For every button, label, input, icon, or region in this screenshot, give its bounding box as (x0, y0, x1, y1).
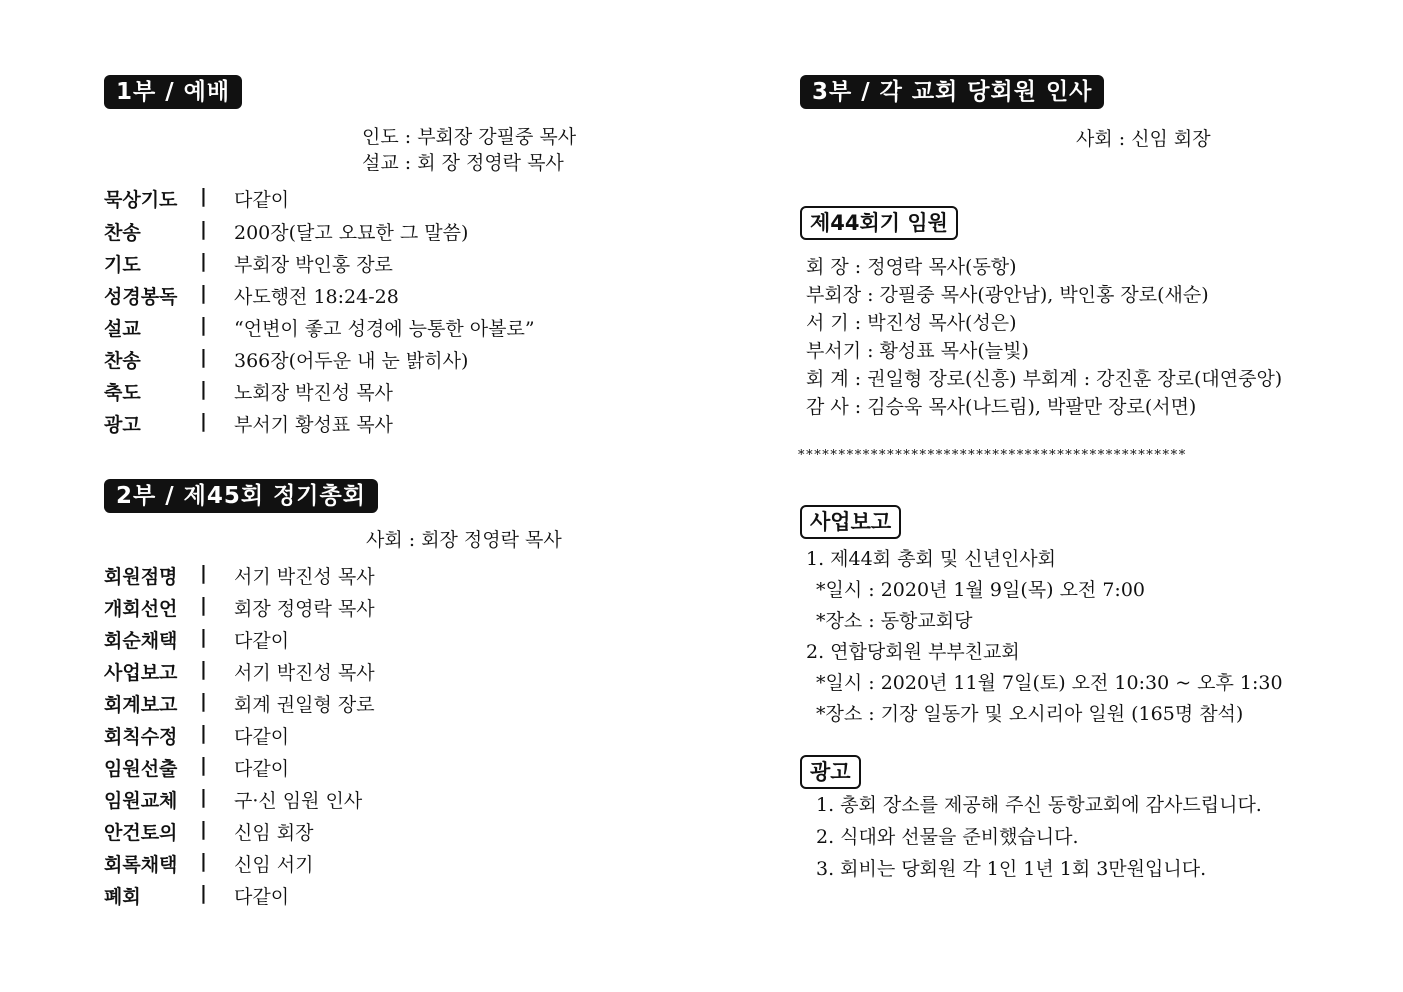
row-label: 찬송 (104, 350, 141, 372)
part1-sermon: 설교 : 회 장 정영락 목사 (362, 152, 564, 174)
row-separator: | (200, 786, 207, 808)
officer-line: 부회장 : 강필중 목사(광안남), 박인홍 장로(새순) (806, 284, 1209, 306)
row-label: 임원선출 (104, 758, 178, 780)
officer-line: 서 기 : 박진성 목사(성은) (806, 312, 1017, 334)
row-value: 200장(달고 오묘한 그 말씀) (234, 222, 469, 244)
part2-host: 사회 : 회장 정영락 목사 (366, 529, 562, 551)
row-label: 회원점명 (104, 566, 178, 588)
report-line: *장소 : 동항교회당 (816, 610, 973, 632)
row-value: 366장(어두운 내 눈 밝히사) (234, 350, 469, 372)
row-separator: | (200, 690, 207, 712)
row-separator: | (200, 282, 207, 304)
row-value: 다같이 (234, 630, 290, 652)
row-separator: | (200, 658, 207, 680)
row-label: 설교 (104, 318, 141, 340)
part3-title: 3부 / 각 교회 당회원 인사 (800, 75, 1104, 109)
row-separator: | (200, 594, 207, 616)
report-line: 2. 연합당회원 부부친교회 (806, 641, 1020, 663)
row-separator: | (200, 818, 207, 840)
divider: ************************************************ (798, 448, 1187, 463)
row-value: 회장 정영락 목사 (234, 598, 375, 620)
officers-title: 제44회기 임원 (800, 206, 958, 240)
row-label: 기도 (104, 254, 141, 276)
row-separator: | (200, 185, 207, 207)
officer-line: 감 사 : 김승욱 목사(나드림), 박팔만 장로(서면) (806, 396, 1197, 418)
report-line: *일시 : 2020년 1월 9일(목) 오전 7:00 (816, 579, 1145, 601)
row-separator: | (200, 850, 207, 872)
row-label: 폐회 (104, 886, 141, 908)
row-label: 묵상기도 (104, 189, 178, 211)
row-value: 부서기 황성표 목사 (234, 414, 393, 436)
row-separator: | (200, 250, 207, 272)
row-label: 찬송 (104, 222, 141, 244)
row-label: 임원교체 (104, 790, 178, 812)
row-label: 회록채택 (104, 854, 178, 876)
row-separator: | (200, 722, 207, 744)
notice-line: 1. 총회 장소를 제공해 주신 동항교회에 감사드립니다. (816, 794, 1262, 816)
row-value: 회계 권일형 장로 (234, 694, 375, 716)
officer-line: 회 계 : 권일형 장로(신흥) 부회계 : 강진훈 장로(대연중앙) (806, 368, 1283, 390)
row-value: “언변이 좋고 성경에 능통한 아볼로” (234, 318, 535, 340)
row-label: 회계보고 (104, 694, 178, 716)
row-label: 개회선언 (104, 598, 178, 620)
row-label: 회순채택 (104, 630, 178, 652)
row-value: 다같이 (234, 189, 290, 211)
report-line: 1. 제44회 총회 및 신년인사회 (806, 548, 1057, 570)
row-label: 성경봉독 (104, 286, 178, 308)
row-separator: | (200, 218, 207, 240)
row-separator: | (200, 754, 207, 776)
part3-host: 사회 : 신임 회장 (1076, 128, 1211, 150)
notice-line: 2. 식대와 선물을 준비했습니다. (816, 826, 1079, 848)
officer-line: 부서기 : 황성표 목사(늘빛) (806, 340, 1029, 362)
row-label: 회칙수정 (104, 726, 178, 748)
row-separator: | (200, 626, 207, 648)
row-value: 다같이 (234, 758, 290, 780)
row-value: 부회장 박인홍 장로 (234, 254, 393, 276)
part1-title: 1부 / 예배 (104, 75, 242, 109)
row-value: 노회장 박진성 목사 (234, 382, 393, 404)
part1-leader: 인도 : 부회장 강필중 목사 (362, 126, 577, 148)
notice-title: 광고 (800, 755, 861, 789)
report-title: 사업보고 (800, 505, 901, 539)
row-separator: | (200, 410, 207, 432)
row-separator: | (200, 314, 207, 336)
row-separator: | (200, 346, 207, 368)
row-separator: | (200, 378, 207, 400)
row-value: 서기 박진성 목사 (234, 662, 375, 684)
row-value: 사도행전 18:24-28 (234, 286, 399, 308)
row-value: 신임 서기 (234, 854, 314, 876)
notice-line: 3. 회비는 당회원 각 1인 1년 1회 3만원입니다. (816, 858, 1207, 880)
row-label: 사업보고 (104, 662, 178, 684)
row-label: 축도 (104, 382, 141, 404)
row-value: 서기 박진성 목사 (234, 566, 375, 588)
row-separator: | (200, 882, 207, 904)
row-value: 구·신 임원 인사 (234, 790, 363, 812)
officer-line: 회 장 : 정영락 목사(동항) (806, 256, 1017, 278)
part2-title: 2부 / 제45회 정기총회 (104, 479, 378, 513)
report-line: *일시 : 2020년 11월 7일(토) 오전 10:30 ~ 오후 1:30 (816, 672, 1283, 694)
row-value: 다같이 (234, 726, 290, 748)
row-label: 광고 (104, 414, 141, 436)
row-label: 안건토의 (104, 822, 178, 844)
row-value: 신임 회장 (234, 822, 314, 844)
row-separator: | (200, 562, 207, 584)
row-value: 다같이 (234, 886, 290, 908)
report-line: *장소 : 기장 일동가 및 오시리아 일원 (165명 참석) (816, 703, 1244, 725)
